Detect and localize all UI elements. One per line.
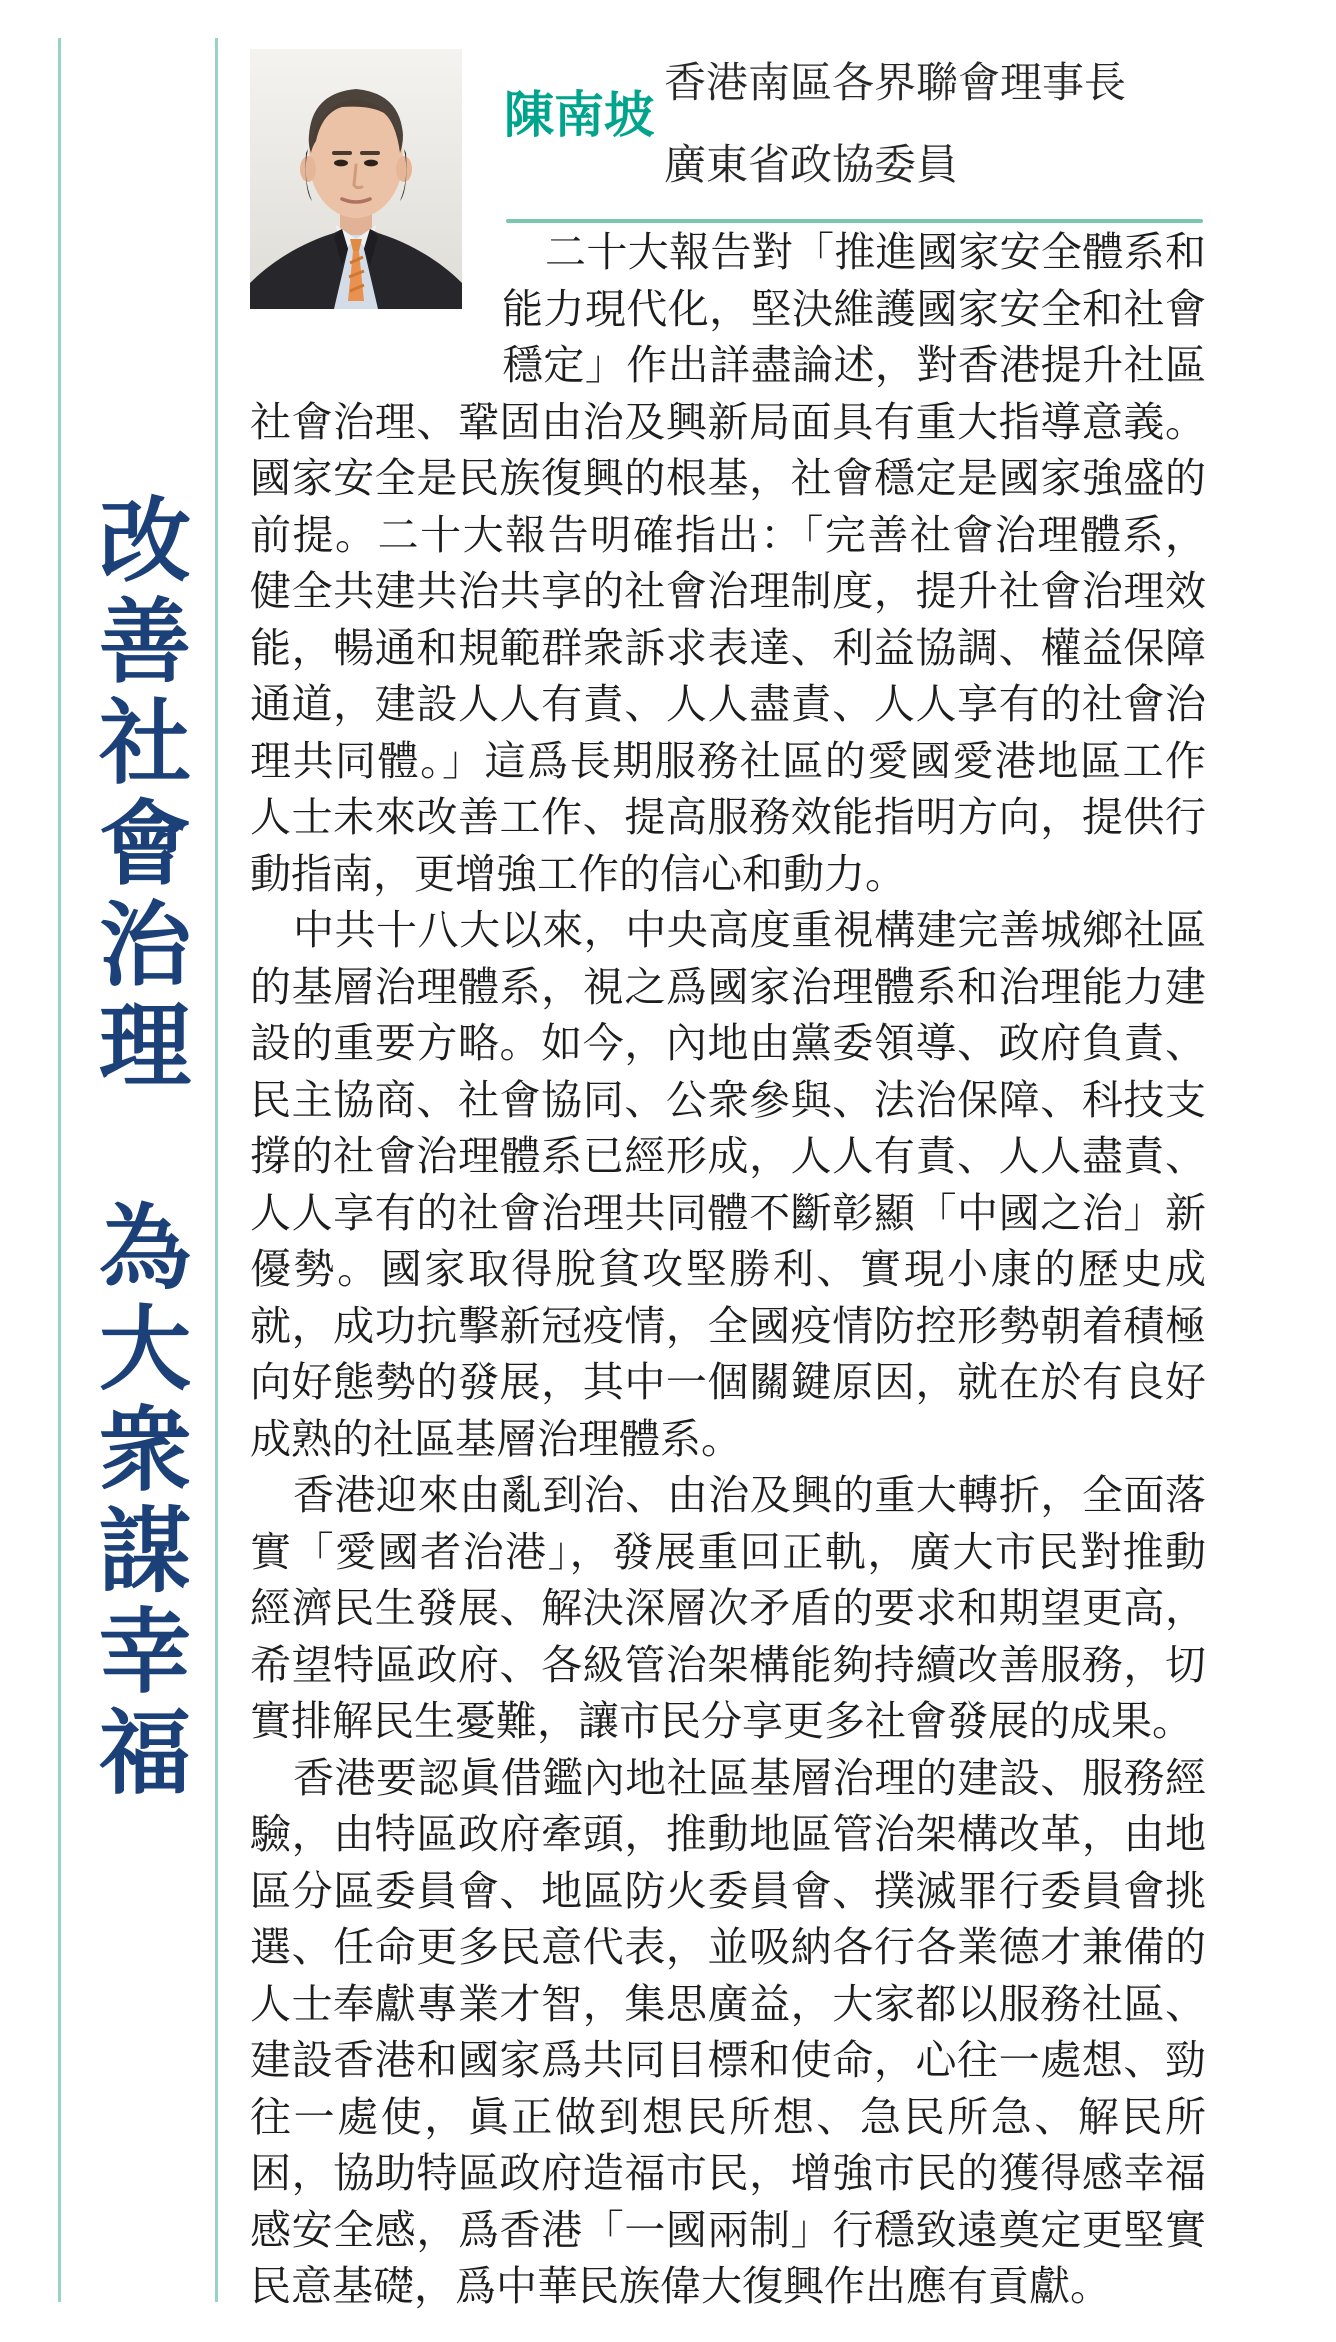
body-line: 建設香港和國家爲共同目標和使命，心往一處想、勁: [250, 2037, 1206, 2083]
body-line: 實排解民生憂難，讓市民分享更多社會發展的成果。: [250, 1698, 1193, 1744]
body-line: 就，成功抗擊新冠疫情，全國疫情防控形勢朝着積極: [250, 1302, 1206, 1349]
author-title-line: 廣東省政協委員: [664, 141, 959, 188]
body-line: 人士奉獻專業才智，集思廣益，大家都以服務社區、: [250, 1980, 1206, 2027]
body-line: 人人享有的社會治理共同體不斷彰顯「中國之治」新: [250, 1189, 1206, 1236]
body-line: 向好態勢的發展，其中一個關鍵原因，就在於有良好: [250, 1359, 1206, 1405]
body-line: 設的重要方略。如今，內地由黨委領導、政府負責、: [250, 1020, 1206, 1066]
body-line: 優勢。國家取得脫貧攻堅勝利、實現小康的歷史成: [250, 1246, 1206, 1292]
body-line: 民意基礎，爲中華民族偉大復興作出應有貢獻。: [250, 2263, 1111, 2309]
body-line: 民主協商、社會協同、公衆參與、法治保障、科技支: [250, 1076, 1206, 1123]
body-line: 困，協助特區政府造福市民，增強市民的獲得感幸福: [250, 2150, 1206, 2196]
body-line: 驗，由特區政府牽頭，推動地區管治架構改革，由地: [250, 1811, 1206, 1857]
left-column-rule: [58, 38, 61, 2302]
body-line: 成熟的社區基層治理體系。: [250, 1415, 742, 1462]
body-line: 社會治理、鞏固由治及興新局面具有重大指導意義。: [250, 398, 1206, 445]
vertical-headline: 改善社會治理 為大衆謀幸福: [86, 492, 188, 1805]
body-line: 實「愛國者治港」，發展重回正軌，廣大市民對推動: [250, 1528, 1206, 1575]
body-line: 的基層治理體系，視之爲國家治理體系和治理能力建: [250, 963, 1206, 1010]
author-name: 陳南坡: [504, 87, 654, 143]
body-line: 中共十八大以來，中央高度重視構建完善城鄉社區: [293, 907, 1206, 953]
body-line: 能力現代化，堅決維護國家安全和社會: [502, 285, 1206, 332]
body-line: 希望特區政府、各級管治架構能夠持續改善服務，切: [250, 1641, 1206, 1688]
body-line: 理共同體。」這爲長期服務社區的愛國愛港地區工作: [250, 737, 1206, 784]
paragraph: [250, 1750, 1206, 2315]
paragraph: [250, 902, 1206, 1467]
body-line: 健全共建共治共享的社會治理制度，提升社會治理效: [250, 568, 1206, 614]
paragraph: [250, 1467, 1206, 1750]
body-line: 國家安全是民族復興的根基，社會穩定是國家強盛的: [250, 455, 1206, 501]
body-line: 經濟民生發展、解決深層次矛盾的要求和期望更高，: [250, 1585, 1206, 1631]
body-line: 往一處使，眞正做到想民所想、急民所急、解民所: [250, 2093, 1206, 2140]
article-body: [250, 224, 1206, 2315]
paragraph: [250, 224, 1206, 902]
body-line: 選、任命更多民意代表，並吸納各行各業德才兼備的: [250, 1924, 1206, 1970]
body-line: 動指南，更增強工作的信心和動力。: [250, 850, 906, 897]
body-line: 前提。二十大報告明確指出：「完善社會治理體系，: [250, 511, 1206, 558]
body-line: 通道，建設人人有責、人人盡責、人人享有的社會治: [250, 681, 1206, 727]
body-line: 香港要認眞借鑑內地社區基層治理的建設、服務經: [293, 1754, 1206, 1801]
body-line: 感安全感，爲香港「一國兩制」行穩致遠奠定更堅實: [250, 2206, 1206, 2253]
author-titles: [664, 42, 1126, 206]
body-line: 能，暢通和規範群衆訴求表達、利益協調、權益保障: [250, 624, 1206, 671]
header-rule: [506, 219, 1203, 223]
author-title-line: 香港南區各界聯會理事長: [664, 59, 1127, 106]
inner-column-rule: [215, 38, 218, 2302]
body-line: 人士未來改善工作、提高服務效能指明方向，提供行: [250, 794, 1206, 840]
body-line: 撐的社會治理體系已經形成，人人有責、人人盡責、: [250, 1133, 1206, 1179]
body-line: 二十大報告對「推進國家安全體系和: [545, 229, 1206, 275]
body-line: 香港迎來由亂到治、由治及興的重大轉折，全面落: [293, 1472, 1206, 1518]
body-line: 穩定」作出詳盡論述，對香港提升社區: [502, 342, 1206, 388]
body-line: 區分區委員會、地區防火委員會、撲滅罪行委員會挑: [250, 1867, 1206, 1914]
